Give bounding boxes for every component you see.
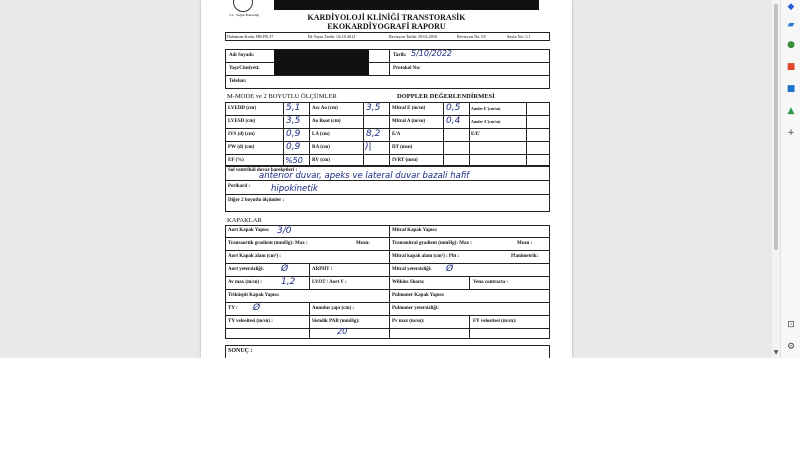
mitral-insuf-value: Ø	[446, 264, 454, 274]
tree-icon[interactable]: ▲	[787, 106, 795, 116]
mitral-insuf-label: Mitral yetersizliği:	[392, 267, 432, 272]
wall-handwritten: anterior duvar, apeks ve lateral duvar bazali hafif	[259, 171, 470, 181]
mmode-row-2-value: 0,9	[286, 129, 301, 139]
doppler-row-0-label2: Anuler E'(cm/sn)	[471, 106, 501, 111]
doppler-row-0-label: Mitral E (m/sn)	[392, 106, 426, 111]
mmode-row-0-value2: 3,5	[366, 103, 381, 113]
aort-area-label: Aort Kapak alanı (cm²) :	[228, 254, 281, 259]
plus-icon[interactable]: +	[787, 128, 795, 138]
doppler-row-3-label: DT (msn)	[392, 145, 413, 150]
mmode-row-4-value: %50	[285, 156, 303, 165]
split-icon[interactable]: ⊡	[787, 320, 795, 330]
transmitral-label: Transmitral gradient (mmHg): Max :	[392, 241, 472, 246]
pv-label: Pv max (m/sn):	[392, 319, 425, 324]
doppler-heading: DOPPLER DEĞERLENDİRMESİ	[397, 93, 495, 100]
meta-doc-code: Doküman Kodu: HB.FR.37	[227, 34, 274, 39]
meta-first-pub: İlk Yayın Tarihi: 02.10.2012	[308, 34, 356, 39]
tricus-label: Triküspit Kapak Yapısı:	[228, 293, 280, 298]
wall-label: Sol ventrikül duvar hareketleri :	[228, 168, 298, 173]
doppler-row-1-value: 0,4	[446, 116, 461, 126]
measurement-grid	[225, 102, 550, 166]
people-icon[interactable]: ●	[787, 40, 795, 50]
mmode-row-1-label: LVESD (cm)	[228, 119, 256, 124]
lvot-label: LVOT / Aort V :	[312, 280, 347, 285]
valves-heading: KAPAKLAR	[227, 217, 262, 224]
trans-label: Transaortik gradient (mmHg): Max :	[228, 241, 308, 246]
pericard-value: hipokinetik	[271, 184, 318, 194]
aortic-value: 3/0	[277, 226, 292, 236]
ministry-logo-icon	[233, 0, 253, 12]
fy-label: FY velositesi (m/sn):	[473, 319, 517, 324]
phone-label: Telefon:	[229, 79, 247, 84]
logo-text: T.C. Sağlık Bakanlığı	[229, 13, 260, 17]
doppler-row-2-label: E/A	[392, 132, 401, 137]
doppler-row-4-label: IVRT (msn)	[392, 158, 418, 163]
empty-area	[0, 358, 800, 450]
age-label: Yaşı/Cinsiyeti:	[229, 66, 260, 71]
protocol-label: Protokol No:	[393, 66, 421, 71]
meta-rev-date: Revizyon Tarihi: 29.02.2016	[389, 34, 438, 39]
meta-page-no: Sayfa No: 1/1	[507, 34, 531, 39]
briefcase-icon[interactable]: ▰	[787, 20, 795, 30]
doppler-row-1-label2: Anuler A'(cm/sn)	[471, 119, 501, 124]
doppler-row-2-label2: E/E'	[471, 132, 481, 137]
avmax-value: 1,2	[281, 277, 296, 287]
mmode-row-1-value: 3,5	[286, 116, 301, 126]
report-page	[201, 0, 572, 358]
aort-insuf-label: Aort yetersizliği:	[228, 267, 264, 272]
meta-rev-no: Revizyon No: 03	[457, 34, 486, 39]
mmode-row-0-label2: Asc Ao (cm)	[312, 106, 338, 111]
report-title-line1: KARDİYOLOJİ KLİNİĞİ TRANSTORASİK	[307, 13, 466, 22]
date-label: Tarih:	[393, 53, 407, 58]
mean2-label: Mean :	[517, 241, 533, 246]
planimetric-label: Planimetrik:	[511, 254, 539, 259]
mmode-row-0-value: 5,1	[286, 103, 301, 113]
mmode-row-2-label2: LA (cm)	[312, 132, 330, 137]
date-value: 5/10/2022	[411, 49, 453, 58]
doppler-row-1-label: Mitral A (m/sn)	[392, 119, 426, 124]
mmode-row-3-label: PW (d) (cm)	[228, 145, 255, 150]
name-label: Adı Soyadı:	[229, 53, 255, 58]
mitral-label: Mitral Kapak Yapısı:	[392, 228, 438, 233]
mmode-row-4-label: EF (%)	[228, 158, 244, 163]
settings-icon[interactable]: ⚙	[786, 342, 796, 352]
mmode-row-3-value: 0,9	[286, 142, 301, 152]
vertical-scrollbar[interactable]	[772, 0, 780, 358]
ty-value: Ø	[253, 303, 261, 313]
office-icon[interactable]: ■	[786, 62, 796, 72]
tag-icon[interactable]: ◆	[787, 2, 795, 12]
mean-label: Mean:	[356, 241, 370, 246]
conclusion-label: SONUÇ :	[228, 348, 253, 354]
aort-insuf-value: Ø	[281, 264, 289, 274]
mitral-area-label: Mitral kapak alanı (cm²) : Pht :	[392, 254, 460, 259]
redaction-patient	[274, 49, 369, 75]
avmax-label: Av max (m/sn) :	[228, 280, 262, 285]
other-2d-label: Diğer 2 boyutlu ölçümler :	[228, 198, 285, 203]
ty-vel-label: TY velositesi (m/sn) :	[228, 319, 273, 324]
pulm-insuf-label: Pulmoner yetersizliği:	[392, 306, 439, 311]
mmode-row-4-label2: RV (cm)	[312, 158, 330, 163]
mmode-heading: M-MODE ve 2 BOYUTLU ÖLÇÜMLER	[227, 93, 337, 100]
conclusion-box	[225, 345, 550, 358]
mmode-row-1-label2: Ao Root (cm)	[312, 119, 341, 124]
annulus-label: Annulus çapı (cm) :	[312, 306, 355, 311]
outlook-icon[interactable]: ■	[786, 84, 796, 94]
wilkins-label: Wilkins Skoru:	[392, 280, 425, 285]
scrollbar-thumb[interactable]	[774, 4, 778, 250]
rv-scribble: )|	[365, 142, 372, 152]
redaction-header	[274, 0, 539, 10]
pab-label: Sistolik PAB (mmHg):	[312, 319, 360, 324]
meta-bar	[225, 32, 550, 41]
scroll-down-icon[interactable]: ▼	[773, 349, 779, 356]
vena-label: Vena contracta :	[473, 280, 509, 285]
pericard-label: Perikard :	[228, 184, 251, 189]
report-title-line2: EKOKARDİYOGRAFİ RAPORU	[327, 22, 446, 31]
mmode-row-0-label: LVEDD (cm)	[228, 106, 257, 111]
browser-sidebar	[780, 0, 800, 358]
doppler-row-0-value: 0,5	[446, 103, 461, 113]
pab-value: 20	[337, 327, 348, 336]
mmode-row-2-value2: 8,2	[366, 129, 381, 139]
ty-label: TY :	[228, 306, 238, 311]
mmode-row-2-label: IVS (d) (cm)	[228, 132, 255, 137]
mmode-row-3-label2: RA (cm)	[312, 145, 330, 150]
arpht-label: ARPHT :	[312, 267, 333, 272]
pulmoner-label: Pulmoner Kapak Yapısı:	[392, 293, 445, 298]
aortic-label: Aort Kapak Yapısı:	[228, 228, 270, 233]
